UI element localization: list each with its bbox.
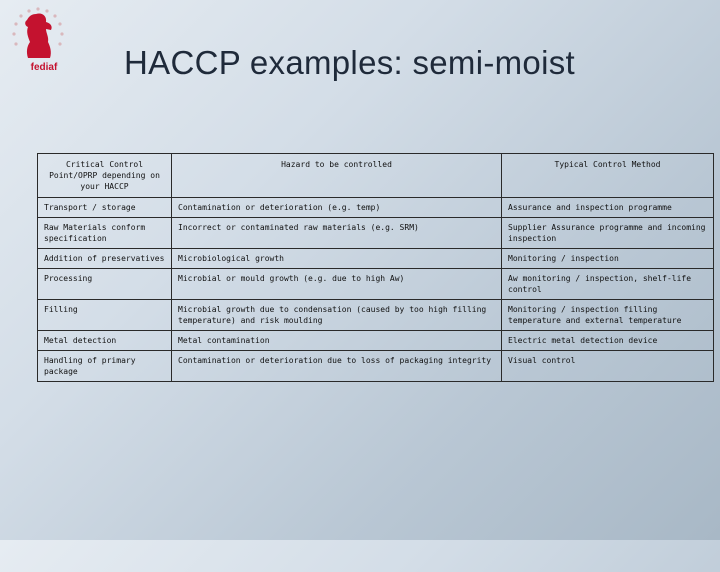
slide-title: HACCP examples: semi-moist (124, 44, 575, 81)
cell-control-point: Metal detection (38, 331, 172, 351)
cell-control-method: Assurance and inspection programme (502, 198, 714, 218)
table-row (38, 198, 714, 218)
header-hazard: Hazard to be controlled (172, 154, 502, 198)
cell-control-method: Monitoring / inspection (502, 249, 714, 269)
table-row (38, 351, 714, 382)
fediaf-logo (6, 4, 70, 78)
cell-control-method: Aw monitoring / inspection, shelf-life control (502, 269, 714, 300)
table-row (38, 269, 714, 300)
table-row (38, 331, 714, 351)
cell-hazard: Microbial or mould growth (e.g. due to high Aw) (172, 269, 502, 300)
table-header-row (38, 154, 714, 198)
cell-control-point: Transport / storage (38, 198, 172, 218)
haccp-table-container (37, 153, 713, 382)
cell-control-point: Processing (38, 269, 172, 300)
haccp-table (37, 153, 714, 382)
header-control-point: Critical Control Point/OPRP depending on your HACCP (38, 154, 172, 198)
background-watermark (414, 368, 676, 572)
cell-hazard: Microbiological growth (172, 249, 502, 269)
cell-control-method: Monitoring / inspection filling temperature and external temperature (502, 300, 714, 331)
cell-hazard: Incorrect or contaminated raw materials (e.g. SRM) (172, 218, 502, 249)
cell-control-method: Supplier Assurance programme and incoming inspection (502, 218, 714, 249)
cell-control-method: Electric metal detection device (502, 331, 714, 351)
cell-control-point: Filling (38, 300, 172, 331)
cell-hazard: Metal contamination (172, 331, 502, 351)
cell-control-point: Raw Materials conform specification (38, 218, 172, 249)
logo-wordmark: fediaf (30, 62, 58, 73)
dog-silhouette-icon (6, 4, 70, 64)
cell-hazard: Contamination or deterioration due to loss of packaging integrity (172, 351, 502, 382)
cell-control-method: Visual control (502, 351, 714, 382)
header-control-method: Typical Control Method (502, 154, 714, 198)
cell-hazard: Microbial growth due to condensation (caused by too high filling temperature) and risk moulding (172, 300, 502, 331)
table-row (38, 249, 714, 269)
cell-control-point: Handling of primary package (38, 351, 172, 382)
table-row (38, 218, 714, 249)
cell-hazard: Contamination or deterioration (e.g. temp) (172, 198, 502, 218)
table-row (38, 300, 714, 331)
cell-control-point: Addition of preservatives (38, 249, 172, 269)
